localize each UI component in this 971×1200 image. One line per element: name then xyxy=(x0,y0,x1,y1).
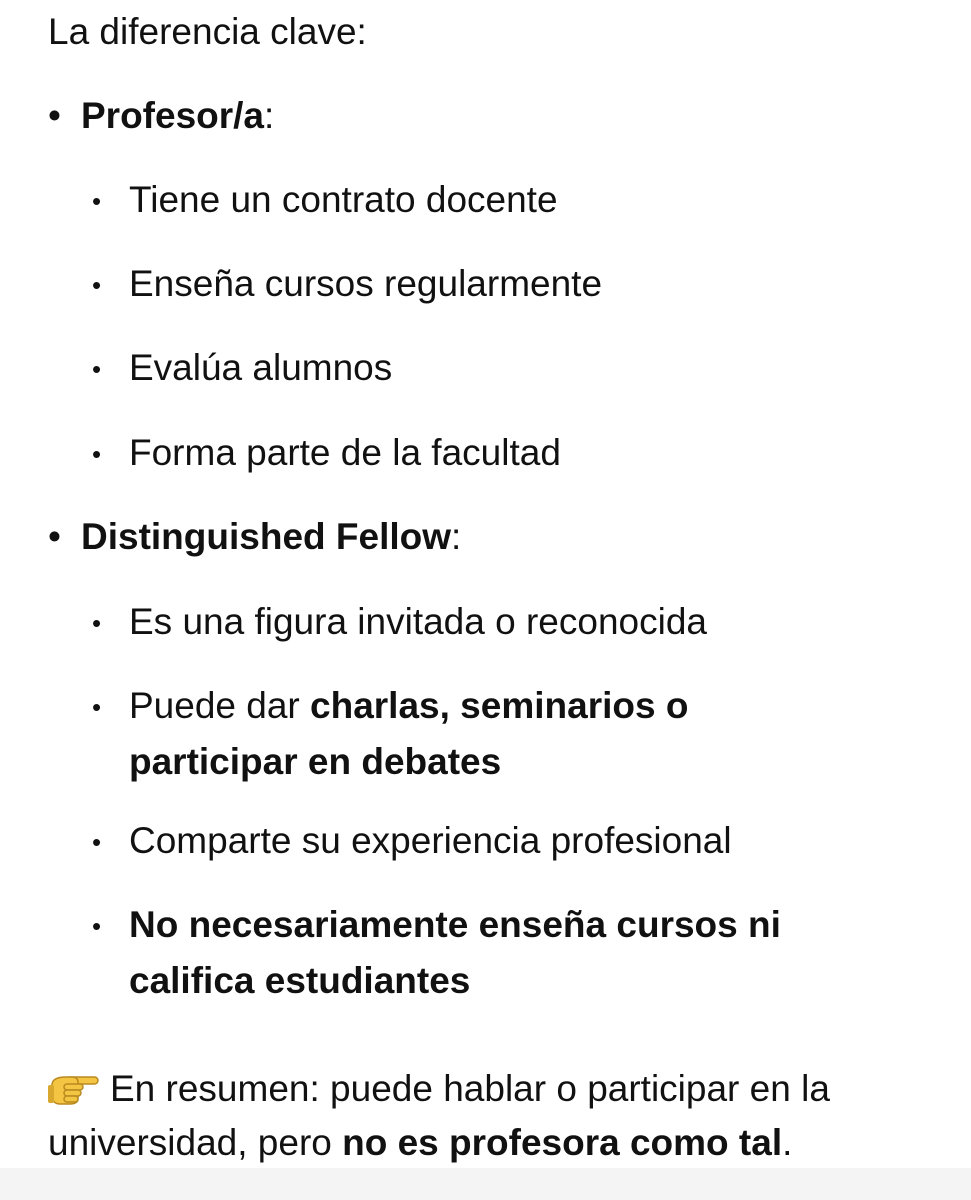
list-item-text: Enseña cursos regularmente xyxy=(129,263,603,304)
list-item-text: Es una figura invitada o reconocida xyxy=(129,601,707,642)
bullet: • xyxy=(92,354,102,384)
list-item xyxy=(92,678,849,790)
list-item xyxy=(92,813,849,869)
list-item-text: Evalúa alumnos xyxy=(129,347,393,388)
list-item xyxy=(92,897,849,1009)
list-item xyxy=(92,425,849,481)
section-distinguished-fellow xyxy=(48,515,461,559)
intro-text: La diferencia clave: xyxy=(48,11,367,52)
bullet: • xyxy=(92,439,102,469)
list-item-text: Forma parte de la facultad xyxy=(129,432,561,473)
bullet: • xyxy=(48,95,61,136)
bullet: • xyxy=(92,692,102,722)
bullet: • xyxy=(92,186,102,216)
bullet: • xyxy=(92,608,102,638)
summary-text-plain: En resumen: puede hablar o participar en la universidad, pero xyxy=(48,1068,830,1163)
bullet: • xyxy=(92,270,102,300)
pointing-right-hand-icon xyxy=(48,1066,100,1100)
section-title: Distinguished Fellow xyxy=(81,516,452,557)
list-item-text: Tiene un contrato docente xyxy=(129,179,558,220)
list-item xyxy=(92,594,849,650)
list-item-text xyxy=(129,897,849,1009)
list-item-text: Comparte su experiencia profesional xyxy=(129,820,732,861)
list-item-text-bold: No necesariamente enseña cursos ni califica estudiantes xyxy=(129,904,781,1001)
section-colon: : xyxy=(451,516,462,557)
bullet: • xyxy=(48,516,61,557)
bullet: • xyxy=(92,911,102,941)
list-item xyxy=(92,172,849,228)
list-item xyxy=(92,340,849,396)
bottom-strip xyxy=(0,1168,971,1200)
list-item-text-plain: Puede dar xyxy=(129,685,311,726)
bullet: • xyxy=(92,827,102,857)
list-item-text xyxy=(129,678,849,790)
summary-text-bold: no es profesora como tal xyxy=(342,1122,783,1163)
summary-paragraph xyxy=(48,1062,948,1170)
list-item-text-bold: charlas, seminarios o participar en debates xyxy=(129,685,689,782)
section-profesor xyxy=(48,94,274,138)
section-title: Profesor/a xyxy=(81,95,265,136)
section-colon: : xyxy=(264,95,275,136)
summary-text-end: . xyxy=(782,1122,793,1163)
list-item xyxy=(92,256,849,312)
